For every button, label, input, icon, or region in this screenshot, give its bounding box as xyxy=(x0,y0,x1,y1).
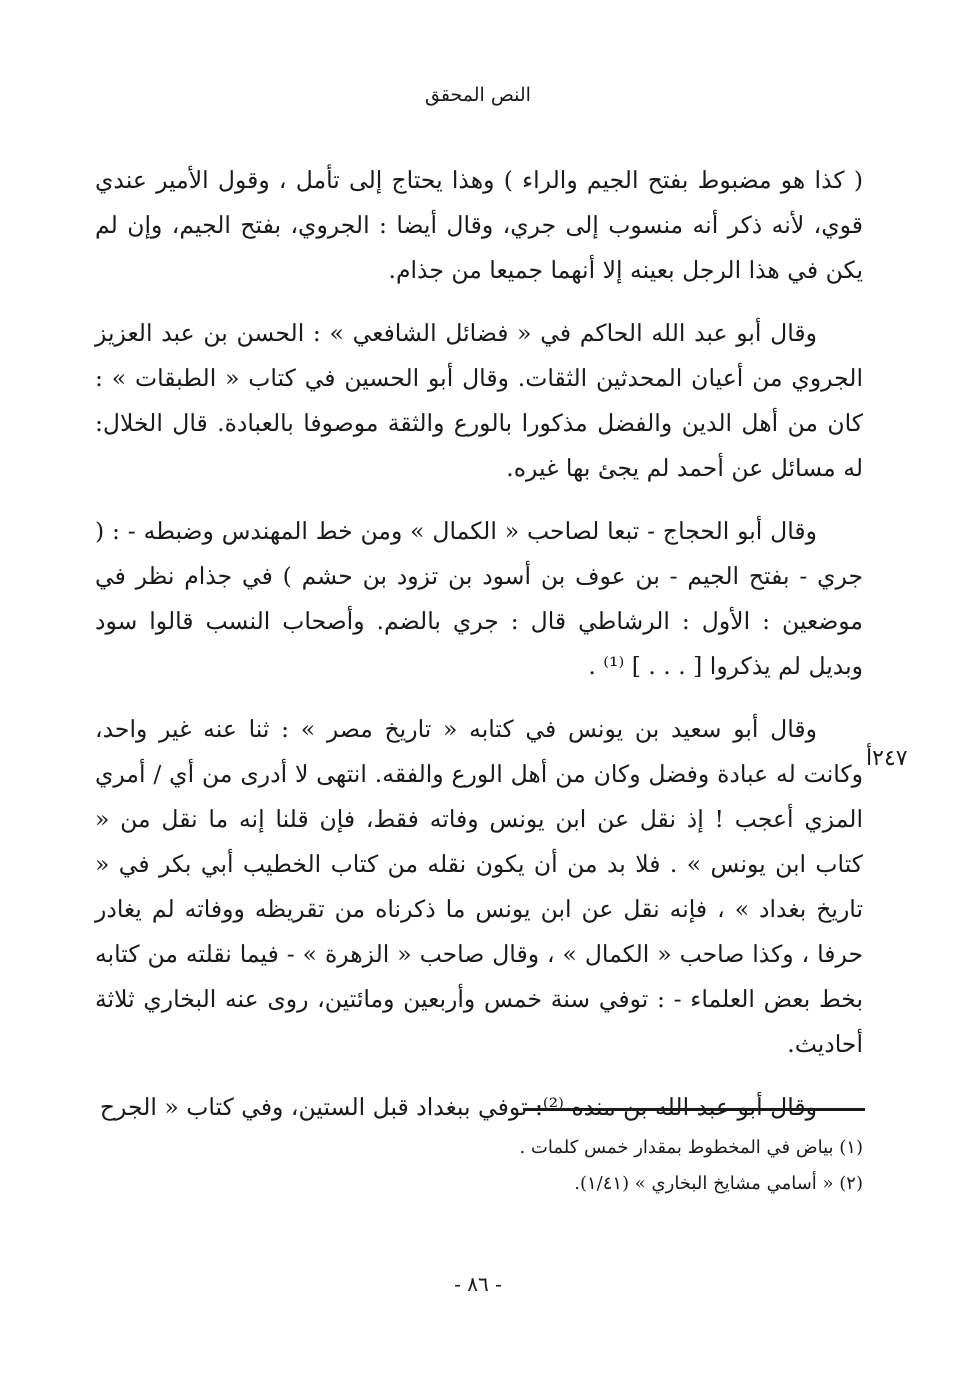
running-header: النص المحقق xyxy=(425,84,531,106)
paragraph-3 xyxy=(95,509,863,689)
paragraph-5-text: وقال أبو عبد الله بن منده ⁽²⁾: توفي ببغداد قبل الستين، وفي كتاب « الجرح xyxy=(99,1093,817,1121)
footnotes xyxy=(95,1130,863,1202)
footnote-2: (٢) « أسامي مشايخ البخاري » (١/٤١). xyxy=(574,1173,863,1194)
manuscript-folio-marker: ٢٤٧أ xyxy=(866,746,908,771)
paragraph-2 xyxy=(95,311,863,491)
paragraph-3-text: وقال أبو الحجاج - تبعا لصاحب « الكمال » ومن خط المهندس وضبطه - : ( جري - بفتح الجيم - بن عوف بن أسود بن تزود بن حشم ) في جذام نظر في موضعين : الأول : الرشاطي قال : جري بالضم. وأصحاب النسب قالوا سود وبديل لم يذكروا [ . . . ] ⁽¹⁾ . xyxy=(95,517,863,680)
footnote-separator xyxy=(523,1108,865,1111)
paragraph-4-text: وقال أبو سعيد بن يونس في كتابه « تاريخ مصر » : ثنا عنه غير واحد، وكانت له عبادة وفضل وكان من أهل الورع والفقه. انتهى لا أدرى من أي / أمري المزي أعجب ! إذ نقل عن ابن يونس وفاته فقط، فإن قلنا إنه ما نقل من « كتاب ابن يونس » . فلا بد من أن يكون نقله من كتاب الخطيب أبي بكر في « تاريخ بغداد » ، فإنه نقل عن ابن يونس ما ذكرناه من تقريظه ووفاته لم يغادر حرفا ، وكذا صاحب « الكمال » ، وقال صاحب « الزهرة » - فيما نقلته من كتابه بخط بعض العلماء - : توفي سنة خمس وأربعين ومائتين، روى عنه البخاري ثلاثة أحاديث. xyxy=(95,715,863,1058)
paragraph-4 xyxy=(95,707,863,1067)
main-text xyxy=(95,158,863,1148)
paragraph-2-text: وقال أبو عبد الله الحاكم في « فضائل الشافعي » : الحسن بن عبد العزيز الجروي من أعيان المحدثين الثقات. وقال أبو الحسين في كتاب « الطبقات » : كان من أهل الدين والفضل مذكورا بالورع والثقة موصوفا بالعبادة. قال الخلال: له مسائل عن أحمد لم يجئ بها غيره. xyxy=(95,319,863,482)
paragraph-1 xyxy=(95,158,863,293)
paragraph-1-text: ( كذا هو مضبوط بفتح الجيم والراء ) وهذا يحتاج إلى تأمل ، وقول الأمير عندي قوي، لأنه ذكر أنه منسوب إلى جري، وقال أيضا : الجروي، بفتح الجيم، وإن لم يكن في هذا الرجل بعينه إلا أنهما جميعا من جذام. xyxy=(95,166,863,284)
footnote-1: (١) بياض في المخطوط بمقدار خمس كلمات . xyxy=(519,1137,863,1158)
page-number: - ٨٦ - xyxy=(454,1272,502,1296)
